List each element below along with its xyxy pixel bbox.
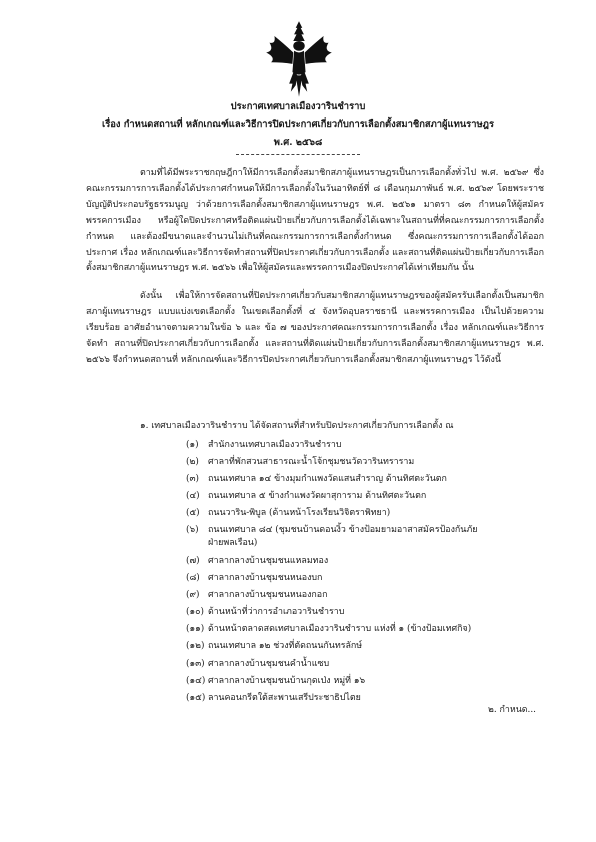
location-item [186, 692, 516, 709]
garuda-emblem-icon [258, 18, 340, 100]
location-number: (๑๒) [186, 641, 205, 652]
location-text: ลานคอนกรีตใต้สะพานเสรีประชาธิปไตย [208, 692, 361, 703]
location-text: ถนนเทศบาล ๕ ข้างกำแพงวัดผาสุการาม ด้านทิศตะวันตก [208, 491, 427, 502]
location-number: (๓) [186, 474, 199, 485]
location-text: ศาลากลางบ้านชุมชนแหลมทอง [208, 556, 329, 567]
location-number: (๑๐) [186, 607, 204, 618]
title-divider [236, 154, 360, 155]
location-item [186, 439, 516, 456]
continued-marker: ๒. กำหนด... [488, 705, 536, 715]
location-number: (๔) [186, 491, 200, 502]
location-item [186, 524, 516, 555]
location-number: (๒) [186, 457, 199, 468]
announcement-title: ประกาศเทศบาลเมืองวารินชำราบ [230, 101, 366, 112]
location-number: (๕) [186, 508, 200, 519]
location-number: (๑๔) [186, 675, 206, 686]
location-text: ศาลากลางบ้านชุมชนคำน้ำแซบ [208, 658, 330, 669]
body-paragraph-2: ดังนั้น เพื่อให้การจัดสถานที่ปิดประกาศเกี่ยวกับสมาชิกสภาผู้แทนราษฎรของผู้สมัครรับเลือกตั้งเป็นสมาชิกสภาผู้แทนราษฎร แบบแบ่งเขตเลือกตั้ง ในเขตเลือกตั้งที่ ๔ จังหวัดอุบลราชธานี และพรรคการเมือง เป็นไปด้วยความเรียบร้อย อาศัยอำนาจตามความในข้อ ๖ และ ข้อ ๗ ของประกาศคณะกรรมการการเลือกตั้ง เรื่อง หลักเกณฑ์และวิธีการจัดทำ สถานที่ปิดประกาศเกี่ยวกับการเลือกตั้ง และสถานที่ติดแผ่นป้ายเกี่ยวกับการเลือกตั้งสมาชิกสภาผู้แทนราษฎร พ.ศ. ๒๕๖๖ จึงกำหนดสถานที่ หลักเกณฑ์และวิธีการปิดประกาศเกี่ยวกับการเลือกตั้งสมาชิกสภาผู้แทนราษฎร ไว้ดังนี้ [86, 291, 544, 365]
location-text-continued: ฝ่ายพลเรือน) [208, 537, 258, 548]
location-text: ถนนเทศบาล ๑๒ ช่วงที่ตัดถนนกันทรลักษ์ [208, 641, 363, 652]
location-number: (๑) [186, 440, 199, 450]
location-text: ด้านหน้าตลาดสดเทศบาลเมืองวารินชำราบ แห่งที่ ๑ (ข้างป้อมเทศกิจ) [208, 624, 472, 635]
location-item [186, 490, 516, 507]
announcement-year: พ.ศ. ๒๕๖๘ [273, 137, 323, 148]
location-item [186, 456, 516, 473]
announcement-subject: เรื่อง กำหนดสถานที่ หลักเกณฑ์และวิธีการปิดประกาศเกี่ยวกับการเลือกตั้งสมาชิกสภาผู้แทนราษฎร [101, 119, 494, 130]
location-number: (๖) [186, 525, 199, 536]
location-text: สำนักงานเทศบาลเมืองวารินชำราบ [208, 440, 342, 450]
location-item [186, 555, 516, 572]
location-item [186, 658, 516, 675]
location-number: (๗) [186, 556, 200, 567]
location-item [186, 473, 516, 490]
location-text: ถนนเทศบาล ๑๔ ข้างมุมกำแพงวัดแสนสำราญ ด้านทิศตะวันตก [208, 474, 447, 485]
location-item [186, 606, 516, 623]
location-number: (๘) [186, 573, 200, 584]
location-text: ด้านหน้าที่ว่าการอำเภอวารินชำราบ [208, 607, 345, 618]
location-text: ศาลากลางบ้านชุมชนบ้านกุดเป่ง หมู่ที่ ๑๖ [208, 675, 366, 686]
location-text: ศาลากลางบ้านชุมชนหนองบก [208, 573, 323, 584]
location-item [186, 640, 516, 657]
body-paragraph-1: ตามที่ได้มีพระราชกฤษฎีกาให้มีการเลือกตั้งสมาชิกสภาผู้แทนราษฎรเป็นการเลือกตั้งทั่วไป พ.ศ. ๒๕๖๙ ซึ่งคณะกรรมการการเลือกตั้งได้ประกาศกำหนดให้มีการเลือกตั้งในวันอาทิตย์ที่ ๘ เดือนกุมภาพันธ์ พ.ศ. ๒๕๖๙ โดยพระราชบัญญัติประกอบรัฐธรรมนูญ ว่าด้วยการเลือกตั้งสมาชิกสภาผู้แทนราษฎร พ.ศ. ๒๕๖๑ มาตรา ๘๓ กำหนดให้ผู้สมัคร พรรคการเมือง หรือผู้ใดปิดประกาศหรือติดแผ่นป้ายเกี่ยวกับการเลือกตั้งได้เฉพาะในสถานที่ที่คณะกรรมการการเลือกตั้งกำหนด และต้องมีขนาดและจำนวนไม่เกินที่คณะกรรมการการเลือกตั้งกำหนด ซึ่งคณะกรรมการการเลือกตั้งได้ออกประกาศ เรื่อง หลักเกณฑ์และวิธีการจัดทำสถานที่ปิดประกาศเกี่ยวกับการเลือกตั้ง และสถานที่ติดแผ่นป้ายเกี่ยวกับการเลือกตั้งสมาชิกสภาผู้แทนราษฎร พ.ศ. ๒๕๖๖ เพื่อให้ผู้สมัครและพรรคการเมืองปิดประกาศได้เท่าเทียมกัน นั้น [86, 168, 544, 274]
posting-locations-list [186, 439, 516, 709]
location-item [186, 623, 516, 640]
location-item [186, 589, 516, 606]
location-number: (๑๓) [186, 658, 205, 669]
location-text: ศาลากลางบ้านชุมชนหนองกอก [208, 590, 328, 601]
location-text: ถนนวาริน-พิบูล (ด้านหน้าโรงเรียนวิจิตราพิทยา) [208, 508, 391, 519]
location-text: ศาลาที่พักสวนสาธารณะน้ำโจ้กชุมชนวัดวารินทราราม [208, 457, 415, 468]
location-item [186, 675, 516, 692]
section-1-heading: ๑. เทศบาลเมืองวารินชำราบ ได้จัดสถานที่สำหรับปิดประกาศเกี่ยวกับการเลือกตั้ง ณ [140, 421, 454, 431]
location-item [186, 572, 516, 589]
location-number: (๑๕) [186, 692, 206, 703]
location-item [186, 507, 516, 524]
location-text: ถนนเทศบาล ๘๔ (ชุมชนบ้านดอนงิ้ว ข้างป้อมยามอาสาสมัครป้องกันภัย [208, 525, 478, 536]
location-number: (๑๑) [186, 624, 205, 635]
location-number: (๙) [186, 590, 200, 601]
